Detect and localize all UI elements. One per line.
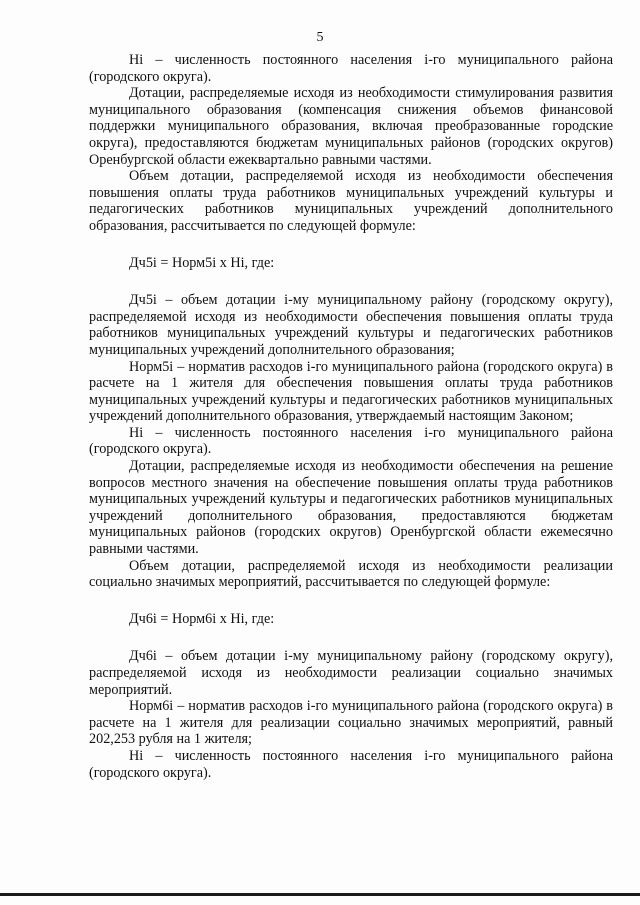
paragraph: Дотации, распределяемые исходя из необходимости стимулирования развития муниципального образования (компенсация снижения объемов финансовой поддержки муниципального образования, включая преобразованные городские округа), предоставляются бюджетам муниципальных районов (городских округов) Оренбургской области ежеквартально равными частями. xyxy=(89,85,613,168)
paragraph: Объем дотации, распределяемой исходя из необходимости обеспечения повышения оплаты труда работников муниципальных учреждений культуры и педагогических работников муниципальных учреждений дополнительного образования, рассчитывается по следующей формуле: xyxy=(89,168,613,234)
page-number: 5 xyxy=(316,30,324,45)
paragraph: Объем дотации, распределяемой исходя из необходимости реализации социально значимых мероприятий, рассчитывается по следующей формуле: xyxy=(89,557,613,591)
formula: Дч5і = Норм5і х Ні, где: xyxy=(129,254,275,271)
document-body xyxy=(89,52,613,781)
paragraph: Норм6і – норматив расходов і-го муниципального района (городского округа) в расчете на 1 жителя для реализации социально значимых мероприятий, равный 202,253 рубля на 1 жителя; xyxy=(89,698,613,748)
paragraph: Ні – численность постоянного населения і-го муниципального района (городского округа). xyxy=(89,424,613,458)
page-bottom-border xyxy=(0,893,640,896)
paragraph: Ні – численность постоянного населения і-го муниципального района (городского округа). xyxy=(89,747,613,781)
paragraph: Дч6і – объем дотации і-му муниципальному району (городскому округу), распределяемой исходя из необходимости реализации социально значимых мероприятий. xyxy=(89,648,613,698)
formula: Дч6і = Норм6і х Ні, где: xyxy=(129,610,275,627)
paragraph: Норм5і – норматив расходов і-го муниципального района (городского округа) в расчете на 1 жителя для обеспечения повышения оплаты труда работников муниципальных учреждений культуры и педагогических работников муниципальных учреждений дополнительного образования, утверждаемый настоящим Законом; xyxy=(89,358,613,425)
paragraph: Ні – численность постоянного населения і-го муниципального района (городского округа). xyxy=(89,52,613,85)
paragraph: Дотации, распределяемые исходя из необходимости обеспечения на решение вопросов местного значения на обеспечение повышения оплаты труда работников муниципальных учреждений культуры и педагогических работников муниципальных учреждений дополнительного образования, предоставляются бюджетам муниципальных районов (городских округов) Оренбургской области ежемесячно равными частями. xyxy=(89,458,613,558)
paragraph: Дч5і – объем дотации і-му муниципальному району (городскому округу), распределяемой исходя из необходимости обеспечения повышения оплаты труда работников муниципальных учреждений культуры и педагогических работников муниципальных учреждений дополнительного образования; xyxy=(89,292,613,358)
